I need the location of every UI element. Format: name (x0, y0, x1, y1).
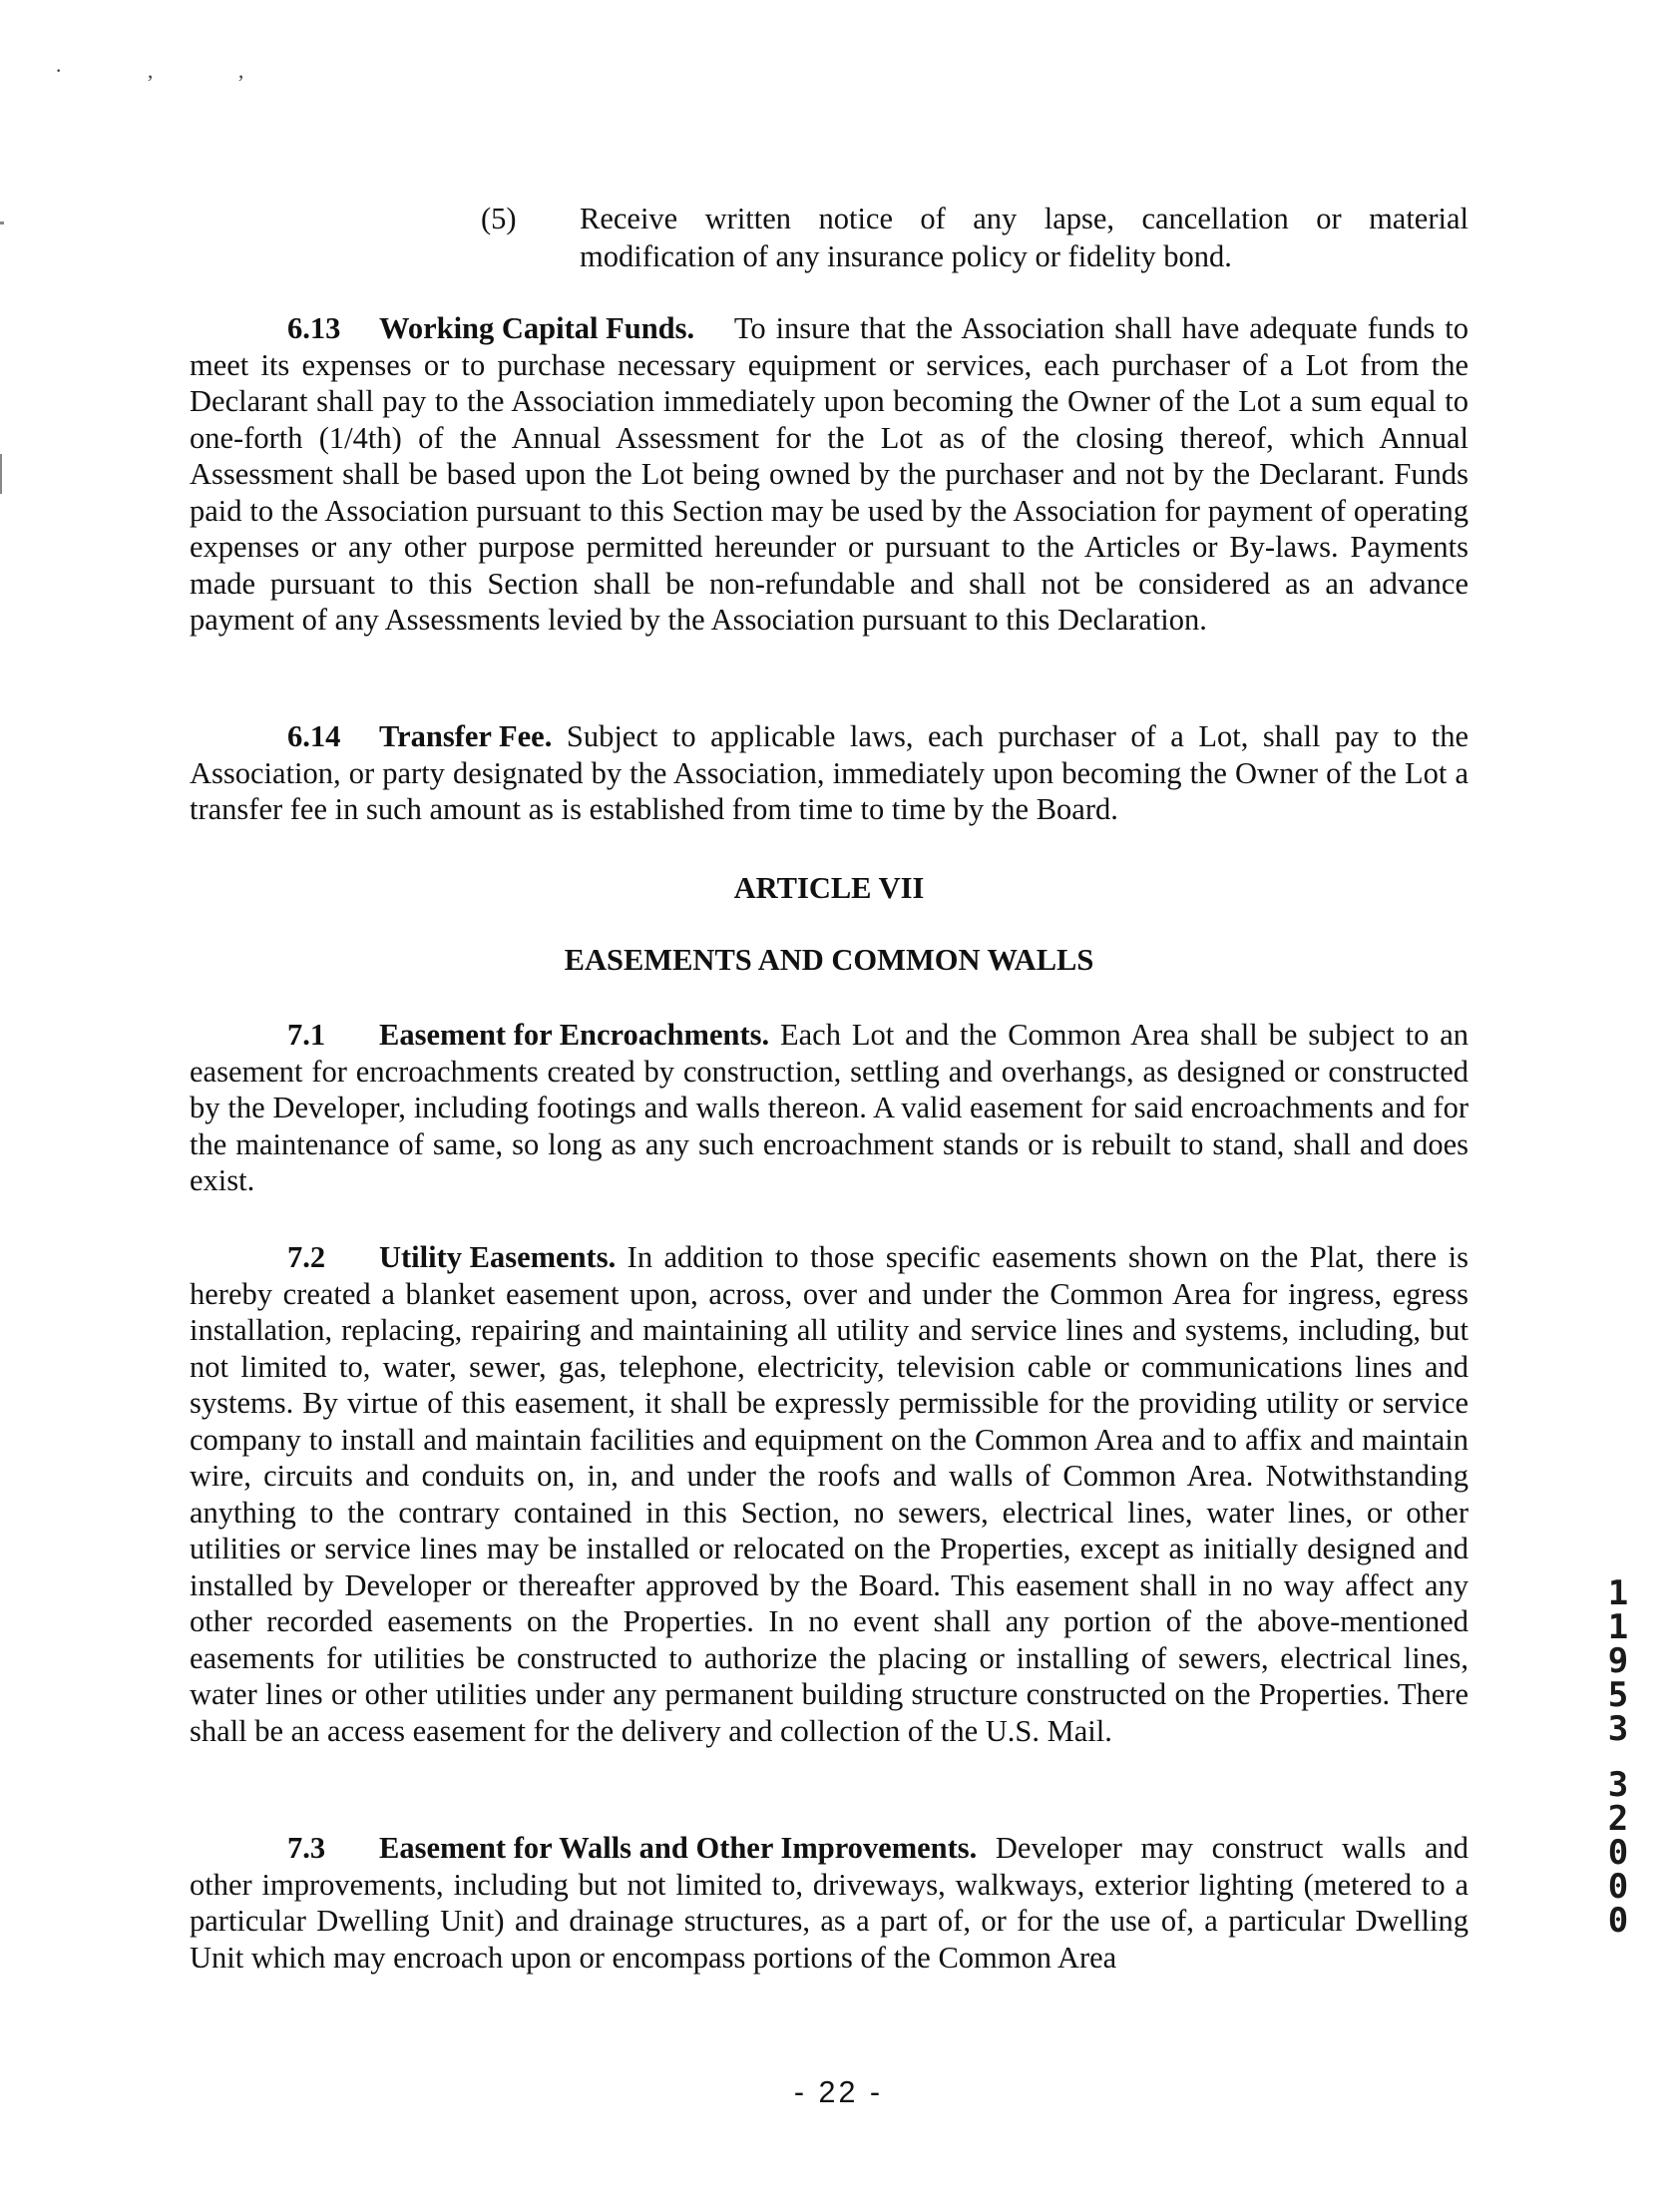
recording-stamp-digit: 0 (1607, 1833, 1629, 1873)
recording-stamp-digit: 1 (1607, 1607, 1629, 1647)
section-title: Easement for Encroachments. (379, 1018, 770, 1052)
section-7-1 (190, 1017, 1468, 1199)
article-label: ARTICLE VII (733, 871, 925, 905)
section-number: 7.2 (287, 1240, 326, 1274)
list-item-number: (5) (481, 202, 517, 235)
section-6-13 (190, 310, 1468, 639)
recording-stamp-digit: 0 (1607, 1867, 1629, 1907)
section-number: 6.13 (287, 311, 341, 345)
section-7-2 (190, 1239, 1468, 1749)
scan-specks: · , , (55, 58, 284, 83)
section-heading (287, 1239, 616, 1276)
section-number: 7.3 (287, 1831, 326, 1865)
section-heading (287, 310, 694, 347)
recording-stamp-digit: 0 (1607, 1901, 1629, 1941)
list-item-text: Receive written notice of any lapse, cancellation or material modification of any insurance policy or fidelity bond. (580, 202, 1468, 273)
section-heading (287, 1017, 769, 1054)
scan-edge-mark (0, 454, 2, 494)
section-6-14 (190, 718, 1468, 828)
section-heading (287, 718, 552, 755)
recording-stamp-digit: 5 (1607, 1675, 1629, 1715)
section-title: Transfer Fee. (379, 719, 553, 753)
section-body: Developer may construct walls and other improvements, including but not limited to, driveways, walkways, exterior lighting (metered to a particular Dwelling Unit) and drainage structures, as a part of, or for the use of, a particular Dwelling Unit which may encroach upon or encompass portions of the Common Area (190, 1831, 1468, 1975)
recording-stamp-digit: 3 (1607, 1709, 1629, 1749)
article-title: EASEMENTS AND COMMON WALLS (564, 943, 1094, 977)
page-number: - 22 - (793, 2075, 884, 2109)
section-7-3 (190, 1830, 1468, 1976)
section-body: Subject to applicable laws, each purchaser of a Lot, shall pay to the Association, or party designated by the Association, immediately upon becoming the Owner of the Lot a transfer fee in such amount as is established from time to time by the Board. (190, 719, 1468, 826)
recording-stamp-digit: 2 (1607, 1799, 1629, 1839)
section-number: 6.14 (287, 719, 341, 753)
section-body: Each Lot and the Common Area shall be subject to an easement for encroachments created by construction, settling and overhangs, as designed or constructed by the Developer, including footings and walls thereon. A valid easement for said encroachments and for the maintenance of same, so long as any such encroachment stands or is rebuilt to stand, shall and does exist. (190, 1018, 1468, 1197)
section-number: 7.1 (287, 1018, 326, 1052)
section-title: Easement for Walls and Other Improvements. (379, 1831, 978, 1865)
recording-stamp-digit: 9 (1607, 1641, 1629, 1681)
recording-stamp-digit: 1 (1607, 1573, 1629, 1613)
section-title: Utility Easements. (379, 1240, 617, 1274)
recording-stamp-digit: 3 (1607, 1765, 1629, 1805)
section-heading (287, 1830, 977, 1867)
section-title: Working Capital Funds. (379, 311, 695, 345)
scan-edge-mark (0, 221, 4, 224)
list-item-5 (481, 200, 1468, 275)
section-body: To insure that the Association shall have adequate funds to meet its expenses or to purchase necessary equipment or services, each purchaser of a Lot from the Declarant shall pay to the Association immediately upon becoming the Owner of the Lot a sum equal to one-forth (1/4th) of the Annual Assessment for the Lot as of the closing thereof, which Annual Assessment shall be based upon the Lot being owned by the purchaser and not by the Declarant. Funds paid to the Association pursuant to this Section may be used by the Association for payment of operating expenses or any other purpose permitted hereunder or pursuant to the Articles or By-laws. Payments made pursuant to this Section shall be non-refundable and shall not be considered as an advance payment of any Assessments levied by the Association pursuant to this Declaration. (190, 311, 1469, 637)
section-body: In addition to those specific easements shown on the Plat, there is hereby created a blanket easement upon, across, over and under the Common Area for ingress, egress installation, replacing, repairing and maintaining all utility and service lines and systems, including, but not limited to, water, sewer, gas, telephone, electricity, television cable or communications lines and systems. By virtue of this easement, it shall be expressly permissible for the providing utility or service company to install and maintain facilities and equipment on the Common Area and to affix and maintain wire, circuits and conduits on, in, and under the roofs and walls of Common Area. Notwithstanding anything to the contrary contained in this Section, no sewers, electrical lines, water lines, or other utilities or service lines may be installed or relocated on the Properties, except as initially designed and installed by Developer or thereafter approved by the Board. This easement shall in no way affect any other recorded easements on the Properties. In no event shall any portion of the above-mentioned easements for utilities be constructed to authorize the placing or installing of sewers, electrical lines, water lines or other utilities under any permanent building structure constructed on the Properties. There shall be an access easement for the delivery and collection of the U.S. Mail. (190, 1240, 1469, 1748)
